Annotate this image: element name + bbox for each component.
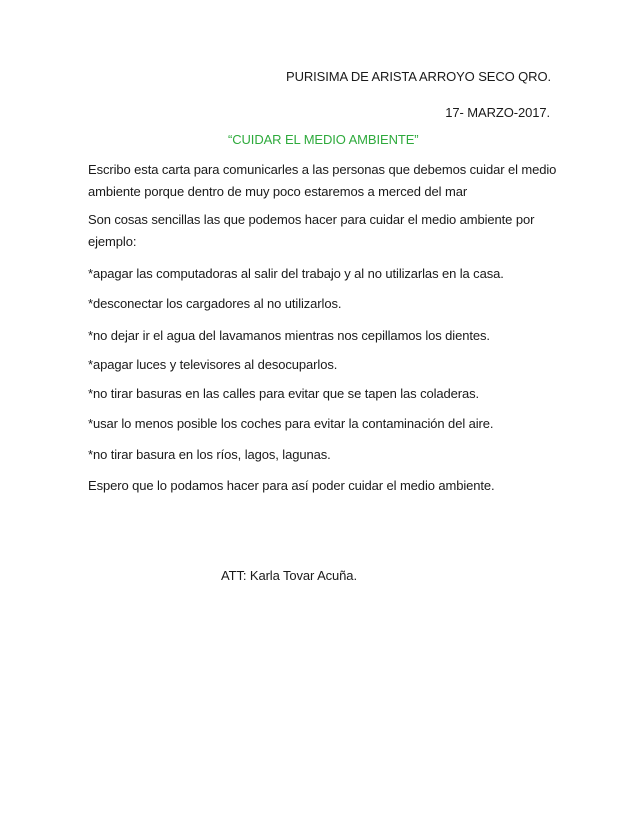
paragraph-2-line-2: ejemplo: bbox=[88, 234, 137, 249]
header-date: 17- MARZO-2017. bbox=[445, 105, 550, 120]
header-place: PURISIMA DE ARISTA ARROYO SECO QRO. bbox=[286, 69, 551, 84]
paragraph-2-line-1: Son cosas sencillas las que podemos hacer para cuidar el medio ambiente por bbox=[88, 212, 535, 227]
bullet-item: *no tirar basuras en las calles para evitar que se tapen las coladeras. bbox=[88, 386, 480, 401]
paragraph-1-line-2: ambiente porque dentro de muy poco estaremos a merced del mar bbox=[88, 184, 468, 199]
bullet-item: *apagar las computadoras al salir del trabajo y al no utilizarlas en la casa. bbox=[88, 266, 504, 281]
bullet-item: *desconectar los cargadores al no utilizarlos. bbox=[88, 296, 342, 311]
bullet-item: *no dejar ir el agua del lavamanos mientras nos cepillamos los dientes. bbox=[88, 328, 490, 343]
letter-title: “CUIDAR EL MEDIO AMBIENTE” bbox=[228, 132, 419, 147]
paragraph-1-line-1: Escribo esta carta para comunicarles a las personas que debemos cuidar el medio bbox=[88, 162, 557, 177]
signature: ATT: Karla Tovar Acuña. bbox=[221, 568, 357, 583]
closing-line: Espero que lo podamos hacer para así poder cuidar el medio ambiente. bbox=[88, 478, 495, 493]
bullet-item: *usar lo menos posible los coches para evitar la contaminación del aire. bbox=[88, 416, 494, 431]
bullet-item: *no tirar basura en los ríos, lagos, lagunas. bbox=[88, 447, 331, 462]
bullet-item: *apagar luces y televisores al desocuparlos. bbox=[88, 357, 338, 372]
